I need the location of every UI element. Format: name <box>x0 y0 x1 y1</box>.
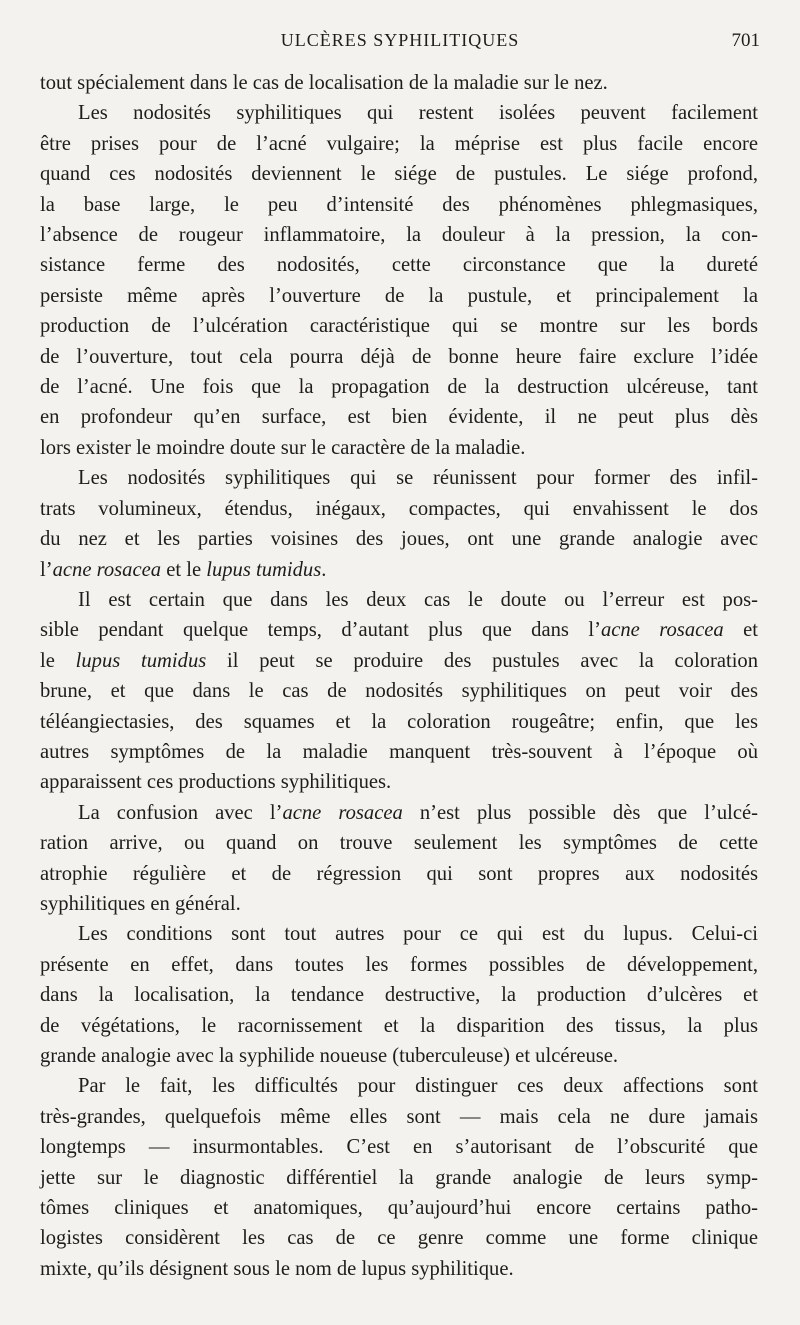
text-segment: Par le fait, les difficultés pour distinguer ces deux affections sont <box>78 1075 758 1098</box>
text-segment: La confusion avec l’ <box>78 801 283 824</box>
text-line <box>40 980 758 1010</box>
text-segment: dans la localisation, la tendance destructive, la production d’ulcères et <box>40 984 758 1007</box>
text-segment: n’est plus possible dès que l’ulcé- <box>402 801 758 824</box>
text-segment: ration arrive, ou quand on trouve seulement les symptômes de cette <box>40 832 758 855</box>
text-segment: et le <box>161 558 207 581</box>
text-segment: en profondeur qu’en surface, est bien évidente, il ne peut plus dès <box>40 406 758 429</box>
text-line <box>40 646 758 676</box>
text-segment: longtemps — insurmontables. C’est en s’autorisant de l’obscurité que <box>40 1136 758 1159</box>
text-line <box>40 1011 758 1041</box>
text-line <box>40 1163 758 1193</box>
text-segment: la base large, le peu d’intensité des phénomènes phlegmasiques, <box>40 193 758 216</box>
text-line <box>40 1071 758 1101</box>
text-segment: production de l’ulcération caractéristique qui se montre sur les bords <box>40 315 758 338</box>
text-segment: Les conditions sont tout autres pour ce qui est du lupus. Celui-ci <box>78 923 758 946</box>
text-segment: apparaissent ces productions syphilitiques. <box>40 771 392 794</box>
text-segment: il peut se produire des pustules avec la coloration <box>206 649 759 672</box>
text-line <box>40 919 758 949</box>
text-line <box>40 220 758 250</box>
text-line <box>40 190 758 220</box>
text-segment: l’absence de rougeur inflammatoire, la douleur à la pression, la con- <box>40 224 758 247</box>
text-segment: téléangiectasies, des squames et la coloration rougeâtre; enfin, que les <box>40 710 758 733</box>
text-line <box>40 555 758 585</box>
text-segment: lors exister le moindre doute sur le caractère de la maladie. <box>40 436 526 459</box>
text-line <box>40 250 758 280</box>
text-line <box>40 1041 758 1071</box>
text-segment: tômes cliniques et anatomiques, qu’aujourd’hui encore certains patho- <box>40 1197 758 1220</box>
text-line <box>40 494 758 524</box>
text-segment: de végétations, le racornissement et la disparition des tissus, la plus <box>40 1014 758 1037</box>
text-segment: syphilitiques en général. <box>40 892 241 915</box>
text-line <box>40 159 758 189</box>
text-line <box>40 798 758 828</box>
text-segment: présente en effet, dans toutes les formes possibles de développement, <box>40 953 758 976</box>
page-header <box>40 30 760 60</box>
text-segment: persiste même après l’ouverture de la pustule, et principalement la <box>40 284 758 307</box>
text-line <box>40 676 758 706</box>
text-segment: sible pendant quelque temps, d’autant plus que dans l’ <box>40 619 601 642</box>
text-segment: trats volumineux, étendus, inégaux, compactes, qui envahissent le dos <box>40 497 758 520</box>
italic-term: lupus tumidus <box>75 649 207 672</box>
text-segment: mixte, qu’ils désignent sous le nom de lupus syphilitique. <box>40 1257 514 1280</box>
text-segment: Les nodosités syphilitiques qui restent isolées peuvent facilement <box>78 102 758 125</box>
text-line <box>40 372 758 402</box>
text-segment: Il est certain que dans les deux cas le doute ou l’erreur est pos- <box>78 588 758 611</box>
text-segment: Les nodosités syphilitiques qui se réunissent pour former des infil- <box>78 467 758 490</box>
text-segment: et <box>723 619 758 642</box>
italic-term: acne rosacea <box>282 801 403 824</box>
italic-term: acne rosacea <box>52 558 162 581</box>
running-title: ULCÈRES SYPHILITIQUES <box>280 30 520 50</box>
text-line <box>40 311 758 341</box>
text-line <box>40 463 758 493</box>
text-line <box>40 433 758 463</box>
text-segment: sistance ferme des nodosités, cette circonstance que la dureté <box>40 254 758 277</box>
text-line <box>40 1223 758 1253</box>
text-line <box>40 1193 758 1223</box>
text-line <box>40 737 758 767</box>
text-line <box>40 859 758 889</box>
text-line <box>40 889 758 919</box>
text-segment: quand ces nodosités deviennent le siége de pustules. Le siége profond, <box>40 163 758 186</box>
text-line <box>40 950 758 980</box>
page-number: 701 <box>731 30 760 51</box>
text-segment: autres symptômes de la maladie manquent très-souvent à l’époque où <box>40 740 758 763</box>
text-line <box>40 129 758 159</box>
text-line <box>40 615 758 645</box>
text-segment: l’ <box>40 558 53 581</box>
text-segment: très-grandes, quelquefois même elles sont — mais cela ne dure jamais <box>40 1105 758 1128</box>
text-line <box>40 1254 758 1284</box>
italic-term: lupus tumidus <box>206 558 322 581</box>
text-line <box>40 767 758 797</box>
text-line <box>40 585 758 615</box>
text-segment: jette sur le diagnostic différentiel la grande analogie de leurs symp- <box>40 1166 758 1189</box>
text-line <box>40 68 758 98</box>
text-segment: . <box>321 558 327 581</box>
text-segment: du nez et les parties voisines des joues, ont une grande analogie avec <box>40 528 758 551</box>
text-line <box>40 828 758 858</box>
body-text <box>40 68 758 1284</box>
text-segment: de l’ouverture, tout cela pourra déjà de bonne heure faire exclure l’idée <box>40 345 758 368</box>
text-segment: être prises pour de l’acné vulgaire; la méprise est plus facile encore <box>40 132 758 155</box>
text-line <box>40 707 758 737</box>
text-line <box>40 98 758 128</box>
text-segment: de l’acné. Une fois que la propagation de la destruction ulcéreuse, tant <box>40 376 758 399</box>
italic-term: acne rosacea <box>600 619 724 642</box>
text-segment: brune, et que dans le cas de nodosités syphilitiques on peut voir des <box>40 680 758 703</box>
text-line <box>40 524 758 554</box>
text-line <box>40 402 758 432</box>
text-segment: tout spécialement dans le cas de localisation de la maladie sur le nez. <box>40 72 608 94</box>
text-line <box>40 1102 758 1132</box>
text-segment: grande analogie avec la syphilide noueuse (tuberculeuse) et ulcéreuse. <box>40 1045 619 1067</box>
text-line <box>40 342 758 372</box>
text-line <box>40 281 758 311</box>
text-segment: atrophie régulière et de régression qui sont propres aux nodosités <box>40 862 758 885</box>
text-line <box>40 1132 758 1162</box>
text-segment: le <box>40 649 76 672</box>
text-segment: logistes considèrent les cas de ce genre comme une forme clinique <box>40 1227 758 1250</box>
